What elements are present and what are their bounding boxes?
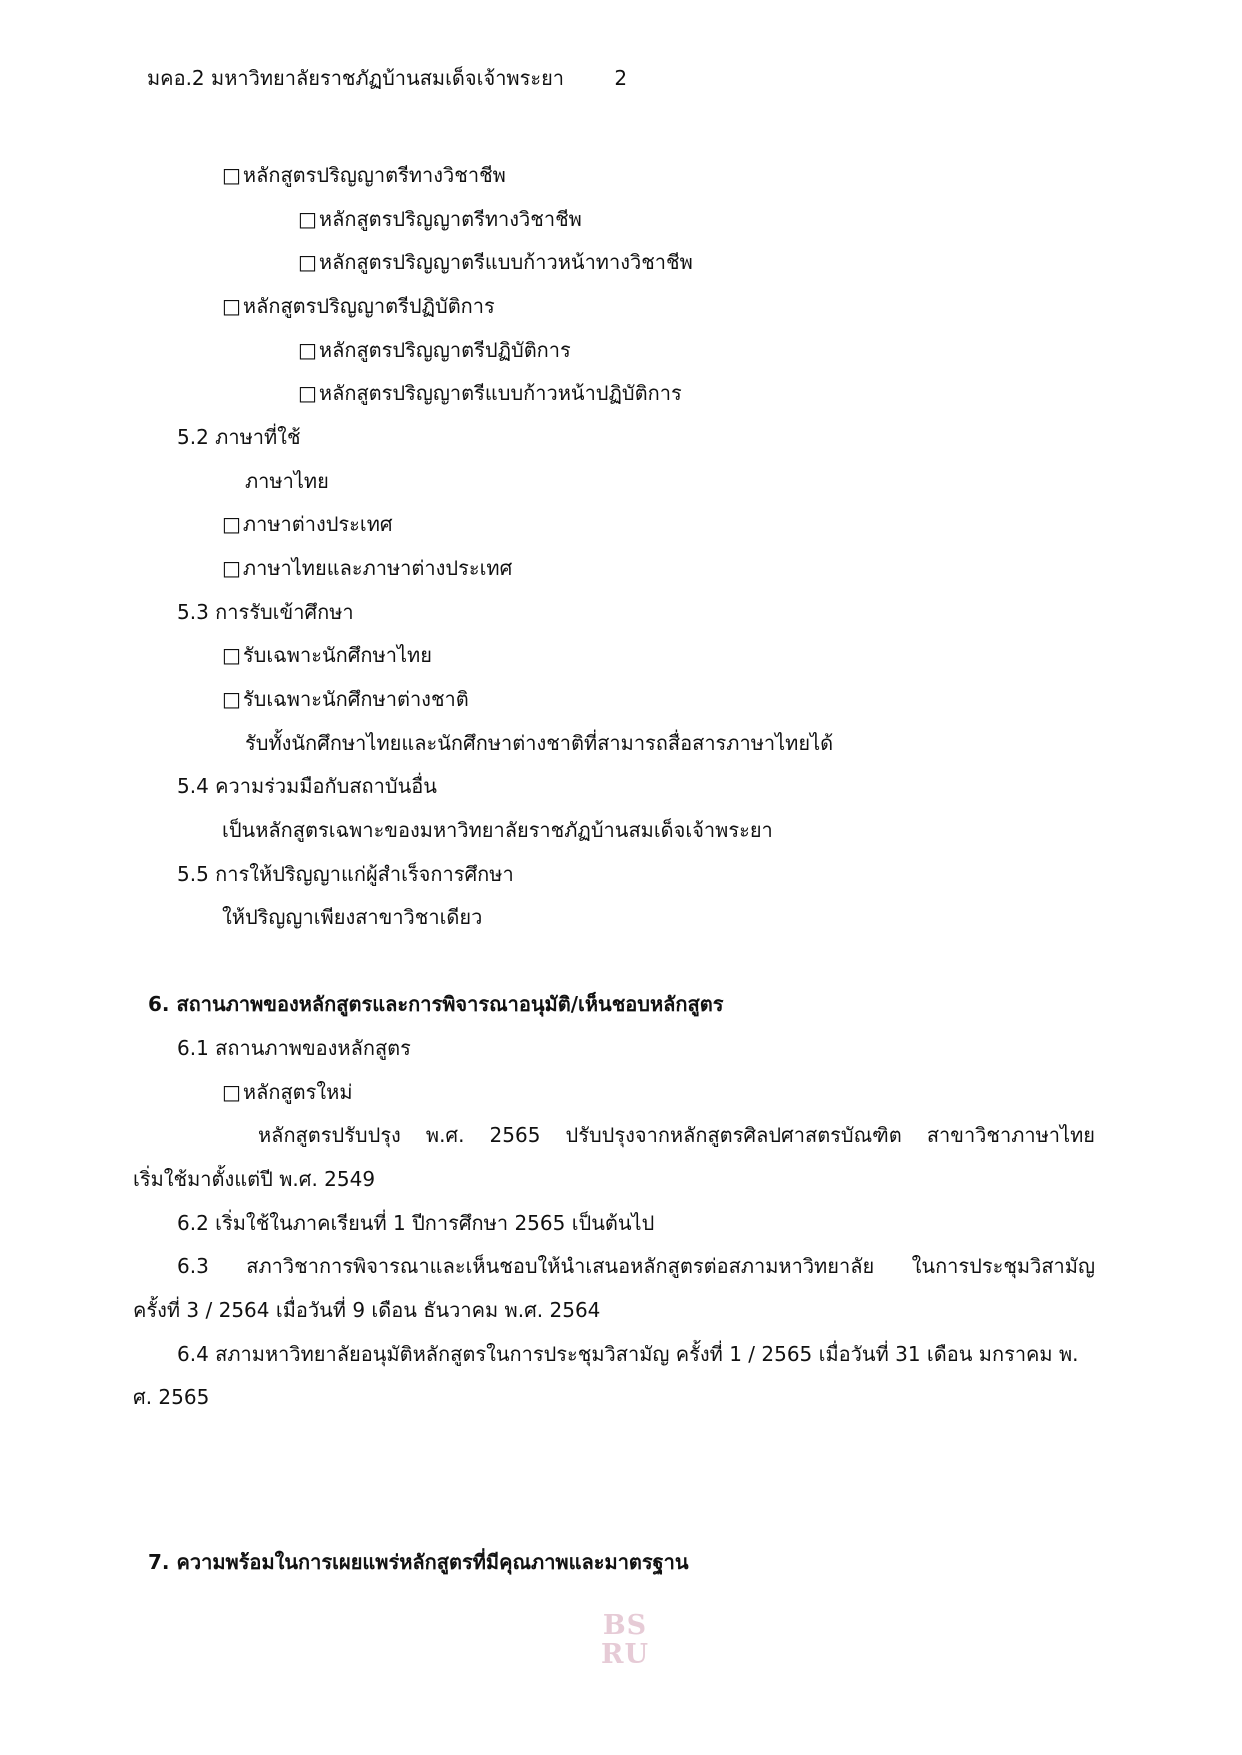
section-6-3-line2: ครั้งที่ 3 / 2564 เมื่อวันที่ 9 เดือน ธันวาคม พ.ศ. 2564 <box>133 1298 601 1322</box>
section-6-heading: 6. สถานภาพของหลักสูตรและการพิจารณาอนุมัติ/เห็นชอบหลักสูตร <box>148 992 724 1016</box>
checkbox-language-foreign: □ ภาษาต่างประเทศ <box>222 509 393 539</box>
language-thai-selected: ภาษาไทย <box>245 469 329 493</box>
checkbox-language-thai-foreign: □ ภาษาไทยและภาษาต่างประเทศ <box>222 553 512 583</box>
checkbox-new-curriculum: □ หลักสูตรใหม่ <box>222 1077 353 1107</box>
page-number: 2 <box>614 66 628 90</box>
checkbox-admit-foreign-only: □ รับเฉพาะนักศึกษาต่างชาติ <box>222 684 469 714</box>
checkbox-degree-professional: □ หลักสูตรปริญญาตรีทางวิชาชีพ <box>222 160 506 190</box>
section-5-4-heading: 5.4 ความร่วมมือกับสถาบันอื่น <box>177 774 437 798</box>
section-6-2: 6.2 เริ่มใช้ในภาคเรียนที่ 1 ปีการศึกษา 2565 เป็นต้นไป <box>177 1211 655 1235</box>
section-6-3-line1: 6.3 สภาวิชาการพิจารณาและเห็นชอบให้นำเสนอหลักสูตรต่อสภามหาวิทยาลัย ในการประชุมวิสามัญ <box>177 1254 1095 1278</box>
section-5-4-text: เป็นหลักสูตรเฉพาะของมหาวิทยาลัยราชภัฏบ้านสมเด็จเจ้าพระยา <box>222 818 773 842</box>
checkbox-degree-advanced-professional: □ หลักสูตรปริญญาตรีแบบก้าวหน้าทางวิชาชีพ <box>298 247 693 277</box>
section-5-2-heading: 5.2 ภาษาที่ใช้ <box>177 425 301 449</box>
checkbox-degree-practical-sub: □ หลักสูตรปริญญาตรีปฏิบัติการ <box>298 335 571 365</box>
section-5-3-heading: 5.3 การรับเข้าศึกษา <box>177 600 354 624</box>
section-5-5-heading: 5.5 การให้ปริญญาแก่ผู้สำเร็จการศึกษา <box>177 862 514 886</box>
checkbox-admit-thai-only: □ รับเฉพาะนักศึกษาไทย <box>222 640 432 670</box>
checkbox-degree-practical: □ หลักสูตรปริญญาตรีปฏิบัติการ <box>222 291 495 321</box>
section-6-4-line2: ศ. 2565 <box>133 1385 210 1409</box>
bsru-watermark-logo: BS RU <box>601 1610 649 1670</box>
section-7-heading: 7. ความพร้อมในการเผยแพร่หลักสูตรที่มีคุณภาพและมาตรฐาน <box>148 1550 689 1574</box>
revised-curriculum-line: หลักสูตรปรับปรุง พ.ศ. 2565 ปรับปรุงจากหลักสูตรศิลปศาสตรบัณฑิต สาขาวิชาภาษาไทย <box>258 1123 1095 1147</box>
section-5-5-text: ให้ปริญญาเพียงสาขาวิชาเดียว <box>222 905 483 929</box>
section-6-1-heading: 6.1 สถานภาพของหลักสูตร <box>177 1036 411 1060</box>
admit-both-selected: รับทั้งนักศึกษาไทยและนักศึกษาต่างชาติที่สามารถสื่อสารภาษาไทยได้ <box>245 731 834 755</box>
section-6-4-line1: 6.4 สภามหาวิทยาลัยอนุมัติหลักสูตรในการประชุมวิสามัญ ครั้งที่ 1 / 2565 เมื่อวันที่ 31 เดือน มกราคม พ. <box>177 1342 1079 1366</box>
header-title: มคอ.2 มหาวิทยาลัยราชภัฏบ้านสมเด็จเจ้าพระยา <box>147 66 565 90</box>
checkbox-degree-professional-sub: □ หลักสูตรปริญญาตรีทางวิชาชีพ <box>298 204 582 234</box>
checkbox-degree-advanced-practical: □ หลักสูตรปริญญาตรีแบบก้าวหน้าปฏิบัติการ <box>298 378 682 408</box>
revised-curriculum-line-cont: เริ่มใช้มาตั้งแต่ปี พ.ศ. 2549 <box>133 1167 376 1191</box>
page-header <box>147 63 627 93</box>
